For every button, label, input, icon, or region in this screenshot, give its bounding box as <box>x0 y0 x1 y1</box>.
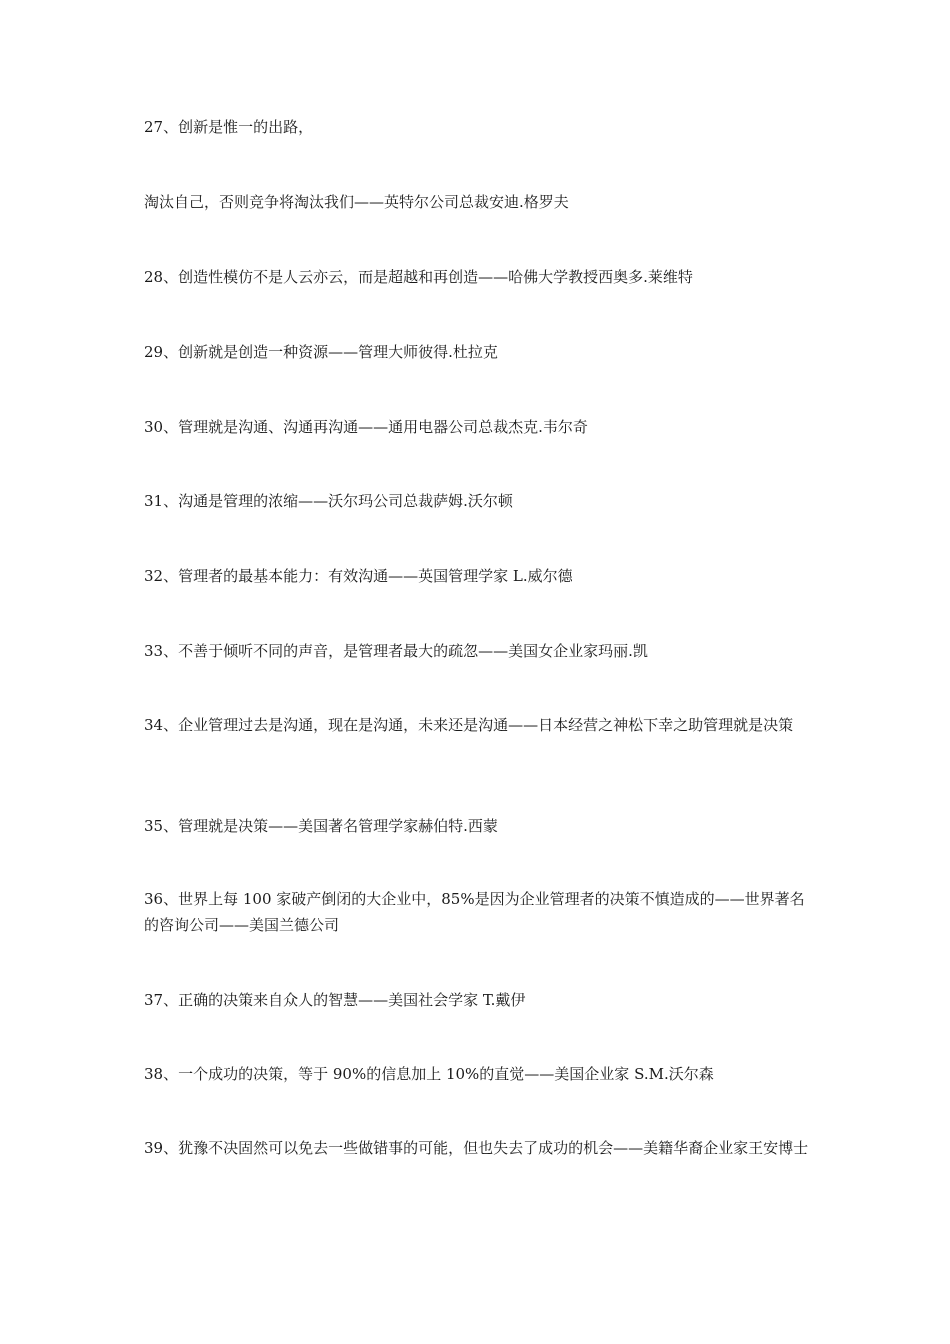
quote-paragraph-28: 28、创造性模仿不是人云亦云，而是超越和再创造——哈佛大学教授西奥多.莱维特 <box>144 268 693 286</box>
quote-paragraph-27: 27、创新是惟一的出路， <box>144 118 314 136</box>
quote-paragraph-34: 34、企业管理过去是沟通，现在是沟通，未来还是沟通——日本经营之神松下幸之助管理就是决策 <box>144 716 794 734</box>
quote-paragraph-29: 29、创新就是创造一种资源——管理大师彼得.杜拉克 <box>144 343 498 361</box>
quote-paragraph-38: 38、一个成功的决策，等于 90%的信息加上 10%的直觉——美国企业家 S.M.沃尔森 <box>144 1065 714 1083</box>
quote-paragraph-27-continued: 淘汰自己，否则竞争将淘汰我们——英特尔公司总裁安迪.格罗夫 <box>144 193 569 211</box>
quote-paragraph-37: 37、正确的决策来自众人的智慧——美国社会学家 T.戴伊 <box>144 991 526 1009</box>
quote-paragraph-36: 36、世界上每 100 家破产倒闭的大企业中，85%是因为企业管理者的决策不慎造成的——世界著名的咨询公司——美国兰德公司 <box>144 890 805 934</box>
quote-paragraph-30: 30、管理就是沟通、沟通再沟通——通用电器公司总裁杰克.韦尔奇 <box>144 418 588 436</box>
quote-paragraph-31: 31、沟通是管理的浓缩——沃尔玛公司总裁萨姆.沃尔顿 <box>144 492 513 510</box>
quote-paragraph-32: 32、管理者的最基本能力：有效沟通——英国管理学家 L.威尔德 <box>144 567 573 585</box>
quote-paragraph-39: 39、犹豫不决固然可以免去一些做错事的可能，但也失去了成功的机会——美籍华裔企业家王安博士 <box>144 1139 809 1157</box>
quote-paragraph-33: 33、不善于倾听不同的声音，是管理者最大的疏忽——美国女企业家玛丽.凯 <box>144 642 648 660</box>
quote-paragraph-35: 35、管理就是决策——美国著名管理学家赫伯特.西蒙 <box>144 817 498 835</box>
